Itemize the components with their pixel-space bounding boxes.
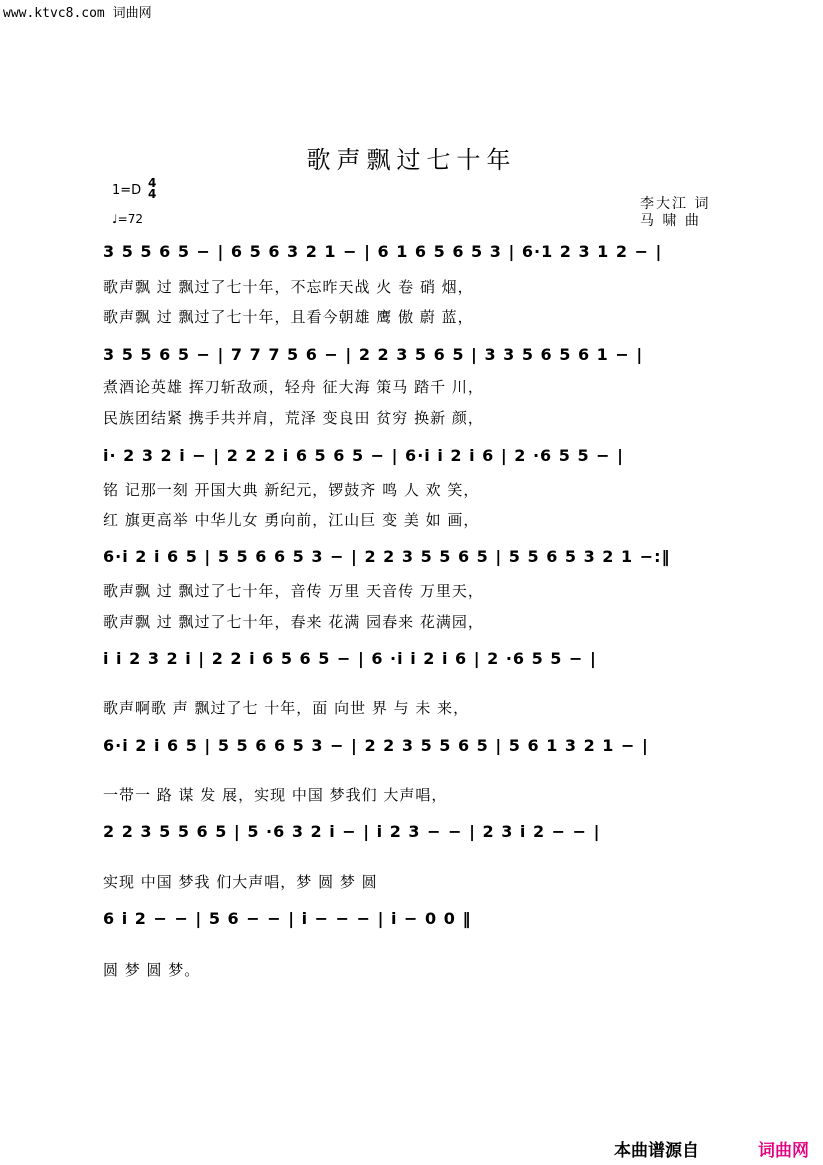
lyric-line: 圆 梦 圆 梦。 [103,961,201,979]
lyric-line: 实现 中国 梦我 们大声唱，梦 圆 梦 圆 [103,873,378,891]
notation-line: 3 5 5 6 5 − | 6 5 6 3 2 1 − | 6 1 6 5 6 5 3 | 6·1 2 3 1 2 − | [103,242,663,261]
lyric-line: 歌声飘 过 飘过了七十年，春来 花满 园春来 花满园， [103,613,484,631]
notation-line: 6·i 2 i 6 5 | 5 5 6 6 5 3 − | 2 2 3 5 5 6 5 | 5 6 1 3 2 1 − | [103,736,649,755]
lyric-line: 歌声啊歌 声 飘过了七 十年，面 向世 界 与 未 来， [103,699,470,717]
lyric-line: 红 旗更高举 中华儿女 勇向前，江山巨 变 美 如 画， [103,511,480,529]
lyric-line: 歌声飘 过 飘过了七十年，且看今朝雄 鹰 傲 蔚 蓝， [103,308,474,326]
key-signature: 1=D [112,183,142,198]
time-signature-top: 4 [148,176,157,190]
notation-line: i i 2 3 2 i | 2 2 i 6 5 6 5 − | 6 ·i i 2 i 6 | 2 ·6 5 5 − | [103,649,597,668]
lyric-line: 煮酒论英雄 挥刀斩敌顽，轻舟 征大海 策马 踏千 川， [103,378,484,396]
tempo-marking: ♩=72 [112,212,143,226]
composer-credit: 马 啸 曲 [640,213,701,229]
notation-line: 3 5 5 6 5 − | 7 7 7 5 6 − | 2 2 3 5 6 5 | 3 3 5 6 5 6 1 − | [103,345,644,364]
notation-line: i· 2 3 2 i − | 2 2 2 i 6 5 6 5 − | 6·i i 2 i 6 | 2 ·6 5 5 − | [103,446,624,465]
time-signature [148,178,156,200]
lyric-line: 歌声飘 过 飘过了七十年，音传 万里 天音传 万里天， [103,582,484,600]
lyricist-credit: 李大江 词 [640,196,711,212]
site-watermark: www.ktvc8.com 词曲网 [3,6,152,21]
lyric-line: 民族团结紧 携手共并肩，荒泽 变良田 贫穷 换新 颜， [103,409,484,427]
lyric-line: 一带一 路 谋 发 展，实现 中国 梦我们 大声唱， [103,786,448,804]
song-title: 歌声飘过七十年 [306,146,517,174]
footer-source-label: 本曲谱源自 [614,1141,699,1161]
time-signature-bottom: 4 [148,187,157,201]
lyric-line: 歌声飘 过 飘过了七十年，不忘昨天战 火 卷 硝 烟， [103,278,474,296]
notation-line: 6·i 2 i 6 5 | 5 5 6 6 5 3 − | 2 2 3 5 5 6 5 | 5 5 6 5 3 2 1 −:‖ [103,547,671,566]
notation-line: 2 2 3 5 5 6 5 | 5 ·6 3 2 i − | i 2 3 − − | 2 3 i 2 − − | [103,822,601,841]
lyric-line: 铭 记那一刻 开国大典 新纪元，锣鼓齐 鸣 人 欢 笑， [103,481,480,499]
footer-brand-link[interactable]: 词曲网 [758,1141,809,1161]
notation-line: 6 i 2 − − | 5 6 − − | i − − − | i − 0 0 ‖ [103,909,472,928]
